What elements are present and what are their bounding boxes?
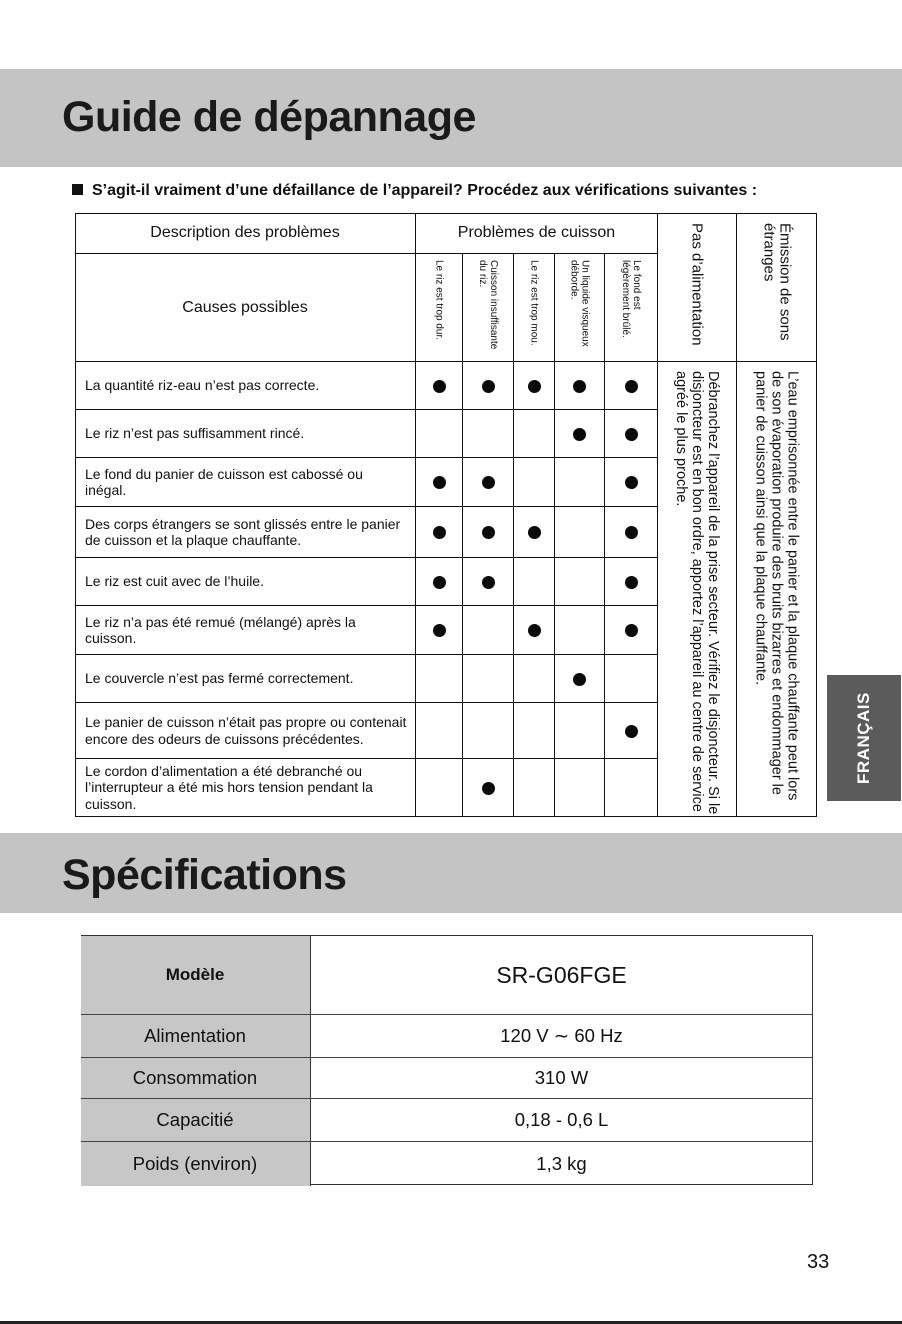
spec-label: Consommation xyxy=(81,1058,311,1098)
problems-header: Problèmes de cuisson xyxy=(457,224,616,241)
no-power-remedy-cell xyxy=(658,362,737,817)
mark-cell xyxy=(514,362,555,410)
no-power-header-cell xyxy=(658,213,737,362)
filled-circle-icon xyxy=(573,380,586,393)
mark-cell xyxy=(463,655,514,703)
spec-value: SR-G06FGE xyxy=(496,961,627,988)
filled-circle-icon xyxy=(482,782,495,795)
filled-circle-icon xyxy=(625,380,638,393)
mark-cell xyxy=(605,458,658,507)
problem-column-header xyxy=(463,254,514,362)
description-header: Description des problèmes xyxy=(150,224,340,241)
filled-circle-icon xyxy=(625,428,638,441)
spec-value: 310 W xyxy=(534,1067,589,1088)
spec-label: Capacitié xyxy=(81,1099,311,1141)
troubleshooting-table xyxy=(75,213,817,817)
spec-label: Modèle xyxy=(81,936,311,1014)
cause-text: Le riz n’a pas été remué (mélangé) après la cuisson. xyxy=(85,613,356,646)
filled-circle-icon xyxy=(433,526,446,539)
spec-value: 120 V ∼ 60 Hz xyxy=(500,1025,623,1046)
mark-cell xyxy=(514,558,555,606)
mark-cell xyxy=(555,410,605,458)
specifications-header-band xyxy=(0,833,902,913)
mark-cell xyxy=(463,606,514,655)
mark-cell xyxy=(463,362,514,410)
spec-row xyxy=(81,1099,813,1142)
mark-cell xyxy=(555,362,605,410)
problem-column-header xyxy=(514,254,555,362)
mark-cell xyxy=(416,558,463,606)
cause-row xyxy=(75,703,416,759)
filled-circle-icon xyxy=(573,673,586,686)
filled-circle-icon xyxy=(625,476,638,489)
mark-cell xyxy=(463,703,514,759)
intro-line xyxy=(72,182,757,200)
filled-circle-icon xyxy=(625,624,638,637)
mark-cell xyxy=(463,558,514,606)
problem-column-header xyxy=(416,254,463,362)
mark-cell xyxy=(416,606,463,655)
language-tab xyxy=(827,675,901,801)
cause-text: Le panier de cuisson n’était pas propre ou contenait encore des odeurs de cuissons précédentes. xyxy=(85,714,407,747)
language-tab-label: FRANÇAIS xyxy=(854,692,873,784)
mark-cell xyxy=(605,558,658,606)
mark-cell xyxy=(514,606,555,655)
noise-header: Émission de sons étranges xyxy=(760,223,794,341)
problem-column-header xyxy=(605,254,658,362)
mark-cell xyxy=(555,655,605,703)
filled-circle-icon xyxy=(482,380,495,393)
mark-cell xyxy=(555,458,605,507)
mark-cell xyxy=(416,759,463,817)
cause-row xyxy=(75,759,416,817)
mark-cell xyxy=(514,458,555,507)
problem-column-header xyxy=(555,254,605,362)
cause-text: Le riz n’est pas suffisamment rincé. xyxy=(85,425,305,442)
spec-value: 0,18 - 0,6 L xyxy=(514,1109,609,1130)
cause-row xyxy=(75,362,416,410)
cause-text: Des corps étrangers se sont glissés entre le panier de cuisson et la plaque chauffante. xyxy=(85,515,401,548)
mark-cell xyxy=(514,655,555,703)
spec-value: 1,3 kg xyxy=(536,1153,587,1174)
square-bullet-icon xyxy=(72,184,83,195)
no-power-header: Pas d’alimentation xyxy=(688,223,706,346)
cause-row xyxy=(75,655,416,703)
spec-row xyxy=(81,1058,813,1099)
cause-text: Le riz est cuit avec de l’huile. xyxy=(85,573,264,590)
mark-cell xyxy=(605,362,658,410)
filled-circle-icon xyxy=(625,576,638,589)
specifications-title: Spécifications xyxy=(62,851,347,899)
troubleshooting-header-band xyxy=(0,69,902,167)
mark-cell xyxy=(463,458,514,507)
description-header-cell xyxy=(75,213,416,254)
problem-column-label: Un liquide visqueux déborde. xyxy=(568,260,591,347)
cause-row xyxy=(75,410,416,458)
noise-remedy-cell xyxy=(737,362,817,817)
cause-text: Le fond du panier de cuisson est cabossé ou inégal. xyxy=(85,465,363,498)
mark-cell xyxy=(555,606,605,655)
cause-text: Le cordon d’alimentation a été debranché ou l’interrupteur a été mis hors tension pendant la cuisson. xyxy=(85,762,373,812)
mark-cell xyxy=(605,410,658,458)
filled-circle-icon xyxy=(528,380,541,393)
mark-cell xyxy=(514,507,555,558)
problems-header-cell xyxy=(416,213,658,254)
cause-row xyxy=(75,558,416,606)
mark-cell xyxy=(463,759,514,817)
cause-text: Le couvercle n’est pas fermé correctement. xyxy=(85,670,354,687)
filled-circle-icon xyxy=(433,380,446,393)
causes-header-cell xyxy=(75,254,416,362)
filled-circle-icon xyxy=(528,624,541,637)
mark-cell xyxy=(416,410,463,458)
cause-row xyxy=(75,458,416,507)
mark-cell xyxy=(605,703,658,759)
mark-cell xyxy=(416,655,463,703)
specifications-table xyxy=(81,935,813,1185)
mark-cell xyxy=(555,759,605,817)
problem-column-label: Cuisson insuffisante du riz. xyxy=(477,260,499,350)
mark-cell xyxy=(514,759,555,817)
spec-row xyxy=(81,1015,813,1058)
mark-cell xyxy=(605,655,658,703)
filled-circle-icon xyxy=(528,526,541,539)
troubleshooting-title: Guide de dépannage xyxy=(62,93,476,141)
filled-circle-icon xyxy=(573,428,586,441)
noise-remedy: L’eau emprisonnée entre le panier et la plaque chauffante peut lors de son évaporation produire des bruits bizarres et endommager le panier de cuisson ainsi que la plaque chauffante. xyxy=(752,371,801,801)
spec-row xyxy=(81,936,813,1015)
mark-cell xyxy=(416,458,463,507)
spec-row xyxy=(81,1142,813,1186)
cause-text: La quantité riz-eau n’est pas correcte. xyxy=(85,377,320,394)
mark-cell xyxy=(416,362,463,410)
cause-row xyxy=(75,507,416,558)
mark-cell xyxy=(463,507,514,558)
spec-label: Alimentation xyxy=(81,1015,311,1057)
mark-cell xyxy=(605,759,658,817)
mark-cell xyxy=(514,410,555,458)
intro-text: S’agit-il vraiment d’une défaillance de l’appareil? Procédez aux vérifications suivantes : xyxy=(92,182,758,199)
mark-cell xyxy=(416,507,463,558)
mark-cell xyxy=(463,410,514,458)
filled-circle-icon xyxy=(433,476,446,489)
mark-cell xyxy=(555,703,605,759)
mark-cell xyxy=(555,558,605,606)
page-number: 33 xyxy=(807,1251,830,1273)
filled-circle-icon xyxy=(625,725,638,738)
mark-cell xyxy=(416,703,463,759)
filled-circle-icon xyxy=(433,624,446,637)
problem-column-label: Le riz est trop dur. xyxy=(433,260,445,341)
mark-cell xyxy=(555,507,605,558)
filled-circle-icon xyxy=(625,526,638,539)
no-power-remedy: Débranchez l’appareil de la prise secteur. Vérifiez le disjoncteur. Si le disjoncteur est en bon ordre, apportez l’appareil au centre de service agréé le plus proche. xyxy=(673,371,721,815)
spec-label: Poids (environ) xyxy=(81,1142,311,1186)
filled-circle-icon xyxy=(482,476,495,489)
filled-circle-icon xyxy=(482,526,495,539)
noise-header-cell xyxy=(737,213,817,362)
problem-column-label: Le riz est trop mou. xyxy=(528,260,540,346)
problem-column-label: Le fond est légèrement brûlé. xyxy=(620,260,642,338)
filled-circle-icon xyxy=(482,576,495,589)
causes-header: Causes possibles xyxy=(182,298,308,316)
mark-cell xyxy=(605,606,658,655)
mark-cell xyxy=(514,703,555,759)
mark-cell xyxy=(605,507,658,558)
filled-circle-icon xyxy=(433,576,446,589)
cause-row xyxy=(75,606,416,655)
